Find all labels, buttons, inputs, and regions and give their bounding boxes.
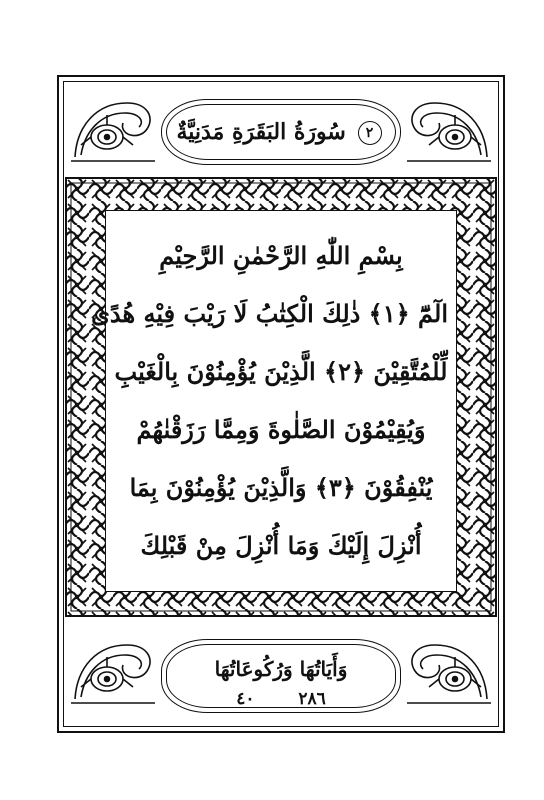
- verse-line: يُنْفِقُوْنَ ﴿٣﴾ وَالَّذِيْنَ يُؤْمِنُوْنَ بِمَا: [129, 473, 433, 502]
- verse-line: وَيُقِيْمُوْنَ الصَّلٰوةَ وَمِمَّا رَزَقْنٰهُمْ: [136, 415, 426, 444]
- ayah-ruku-caption: وَأَيَاتُهَا وَرُكُوعَاتُهَا: [214, 657, 348, 681]
- verse-line: لِّلْمُتَّقِيْنَ ﴿٢﴾ الَّذِيْنَ يُؤْمِنُوْنَ بِالْغَيْبِ: [114, 357, 448, 386]
- surah-number-badge: ٢: [358, 121, 382, 145]
- ruku-count: ٤٠: [236, 689, 255, 709]
- verse-text-panel: [91, 210, 457, 592]
- footer-band: [65, 625, 497, 725]
- surah-title-text: سُورَةُ البَقَرَةِ مَدَنِيَّةٌ: [176, 119, 346, 145]
- verse-line: أُنْزِلَ إِلَيْكَ وَمَا أُنْزِلَ مِنْ قَبْلِكَ: [140, 531, 422, 560]
- basmala-line: بِسْمِ اللّٰهِ الرَّحْمٰنِ الرَّحِيْمِ: [159, 241, 403, 270]
- surah-title: [65, 119, 497, 145]
- counts-row: [65, 689, 497, 709]
- header-band: [65, 85, 497, 175]
- ayah-count: ٢٨٦: [298, 689, 326, 709]
- verse-line: الٓمّٓ ﴿١﴾ ذٰلِكَ الْكِتٰبُ لَا رَيْبَ فِيْهِ هُدًى: [91, 299, 448, 328]
